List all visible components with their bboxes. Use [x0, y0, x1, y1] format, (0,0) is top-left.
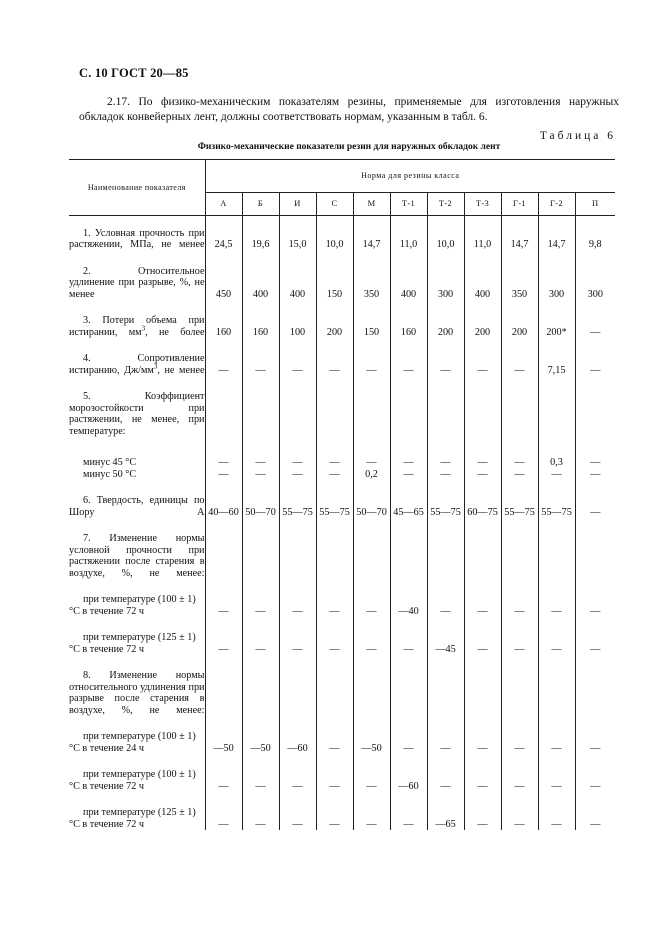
value-cell: —40	[390, 579, 427, 617]
value-cell: 55—75	[279, 480, 316, 518]
value-cell: 7,15	[538, 338, 575, 376]
value-cell: —50	[242, 716, 279, 754]
value-cell	[464, 655, 501, 716]
value-cell: —	[242, 579, 279, 617]
value-cell: —	[575, 617, 615, 655]
value-cell: —	[575, 754, 615, 792]
value-cell: 45—65	[390, 480, 427, 518]
table-row	[69, 480, 615, 518]
value-cell: —	[353, 792, 390, 830]
table-row	[69, 716, 615, 754]
row-name: при температуре (125 ± 1) °С в течение 72 ч	[69, 617, 205, 655]
row-name: 2. Относительное удлинение при разрыве, %, не менее	[69, 251, 205, 301]
value-cell: —	[575, 792, 615, 830]
value-cell: 14,7	[353, 228, 390, 251]
value-cell: —	[279, 754, 316, 792]
value-cell	[501, 655, 538, 716]
value-cell	[427, 655, 464, 716]
value-cell: —	[538, 716, 575, 754]
value-cell: 150	[353, 300, 390, 338]
spacer-row	[69, 216, 615, 228]
class-header-6: Т-1	[390, 193, 427, 216]
value-cell: 400	[279, 251, 316, 301]
row-name: при температуре (100 ± 1) °С в течение 72 ч	[69, 579, 205, 617]
value-cell: 200	[464, 300, 501, 338]
value-cell: —	[353, 754, 390, 792]
class-header-2: Б	[242, 193, 279, 216]
value-cell: —60	[390, 754, 427, 792]
class-header-1: А	[205, 193, 242, 216]
row-name: 8. Изменение нормы относительного удлинения при разрыве после старения в воздухе, %, не менее:	[69, 655, 205, 716]
value-cell: 14,7	[501, 228, 538, 251]
value-cell: —	[538, 579, 575, 617]
value-cell: 150	[316, 251, 353, 301]
value-cell: 300	[575, 251, 615, 301]
row-name: при температуре (100 ± 1) °С в течение 72 ч	[69, 754, 205, 792]
class-header-3: И	[279, 193, 316, 216]
value-cell	[390, 518, 427, 579]
value-cell	[242, 518, 279, 579]
value-cell: —	[538, 792, 575, 830]
value-cell	[242, 655, 279, 716]
value-cell: —	[279, 579, 316, 617]
value-cell: —	[390, 338, 427, 376]
value-cell: 200	[427, 300, 464, 338]
value-cell: 60—75	[464, 480, 501, 518]
value-cell: 10,0	[427, 228, 464, 251]
value-cell: —	[353, 579, 390, 617]
value-cell: — —	[242, 376, 279, 480]
value-cell: —	[575, 716, 615, 754]
value-cell: —	[390, 617, 427, 655]
value-cell: 15,0	[279, 228, 316, 251]
value-cell: —	[205, 617, 242, 655]
value-cell: — —	[427, 376, 464, 480]
value-cell: —	[242, 617, 279, 655]
table-row	[69, 792, 615, 830]
value-cell: 55—75	[538, 480, 575, 518]
value-cell	[279, 655, 316, 716]
value-cell: —65	[427, 792, 464, 830]
value-cell: 11,0	[390, 228, 427, 251]
value-cell: —	[427, 754, 464, 792]
value-cell: — —	[501, 376, 538, 480]
value-cell: — —	[279, 376, 316, 480]
value-cell: —	[427, 338, 464, 376]
norms-table	[69, 159, 615, 830]
value-cell: —50	[205, 716, 242, 754]
table-row	[69, 754, 615, 792]
value-cell: —	[464, 716, 501, 754]
row-subname: минус 45 °С	[83, 457, 137, 468]
class-header-5: М	[353, 193, 390, 216]
table-row	[69, 655, 615, 716]
value-cell: —45	[427, 617, 464, 655]
table-row	[69, 518, 615, 579]
value-cell	[464, 518, 501, 579]
row-name: 4. Сопротивление истиранию, $Дж/мм^3$, не менее	[69, 338, 205, 376]
value-cell: 200*	[538, 300, 575, 338]
value-cell: —50	[353, 716, 390, 754]
value-cell	[501, 518, 538, 579]
value-cell	[575, 655, 615, 716]
value-cell: —	[501, 754, 538, 792]
table-label: Таблица 6	[539, 130, 616, 142]
value-cell: 300	[427, 251, 464, 301]
value-cell: —	[464, 754, 501, 792]
param-column-header: Наименование показателя	[69, 160, 205, 216]
table-row	[69, 300, 615, 338]
table-caption: Физико-механические показатели резин для наружных обкладок лент	[197, 142, 501, 152]
row-name: 5. Коэффициент морозостойкости при растяжении, не менее, при температуре: минус 45 °С минус 50 °С	[69, 376, 205, 480]
value-cell: 160	[242, 300, 279, 338]
value-cell	[205, 655, 242, 716]
value-cell: 11,0	[464, 228, 501, 251]
table-body	[69, 216, 615, 831]
value-cell: 160	[205, 300, 242, 338]
value-cell: 14,7	[538, 228, 575, 251]
value-cell	[538, 518, 575, 579]
value-cell: 350	[501, 251, 538, 301]
row-name: 7. Изменение нормы условной прочности при растяжении после старения в воздухе, %, не менее:	[69, 518, 205, 579]
value-cell: —	[575, 300, 615, 338]
value-cell	[205, 518, 242, 579]
value-cell: —	[316, 716, 353, 754]
table-row	[69, 338, 615, 376]
value-cell: — —	[575, 376, 615, 480]
intro-paragraph: 2.17. По физико-механическим показателям резины, применяемые для изготовления наружных обкладок конвейерных лент, должны соответствовать нормам, указанным в табл. 6.	[79, 96, 619, 123]
value-cell: —	[205, 792, 242, 830]
value-cell: 55—75	[316, 480, 353, 518]
class-header-7: Т-2	[427, 193, 464, 216]
value-cell: —	[501, 716, 538, 754]
value-cell: —	[279, 617, 316, 655]
value-cell	[279, 518, 316, 579]
value-cell: —	[316, 792, 353, 830]
value-cell: —	[353, 338, 390, 376]
row-name: 3. Потери объема при истирании, $мм^3$, не более	[69, 300, 205, 338]
row-name: при температуре (125 ± 1) °С в течение 72 ч	[69, 792, 205, 830]
value-cell	[353, 518, 390, 579]
norm-group-header: Норма для резины класса	[205, 160, 615, 193]
value-cell: 50—70	[353, 480, 390, 518]
value-cell: —	[205, 754, 242, 792]
value-cell	[353, 655, 390, 716]
value-cell: 160	[390, 300, 427, 338]
value-cell: —	[464, 579, 501, 617]
class-header-9: Г-1	[501, 193, 538, 216]
value-cell: 0,3 —	[538, 376, 575, 480]
page-header: С. 10 ГОСТ 20—85	[79, 66, 189, 80]
value-cell: 350	[353, 251, 390, 301]
value-cell: —	[464, 617, 501, 655]
table-row	[69, 617, 615, 655]
row-subname: минус 50 °С	[83, 468, 137, 480]
value-cell: 400	[464, 251, 501, 301]
value-cell: —	[242, 338, 279, 376]
value-cell: 200	[501, 300, 538, 338]
value-cell: —	[316, 754, 353, 792]
value-cell: 300	[538, 251, 575, 301]
value-cell	[316, 518, 353, 579]
value-cell: —	[501, 338, 538, 376]
value-cell: —	[316, 579, 353, 617]
value-cell: 400	[242, 251, 279, 301]
class-header-10: Г-2	[538, 193, 575, 216]
value-cell: —	[242, 792, 279, 830]
value-cell: 55—75	[427, 480, 464, 518]
value-cell: —	[538, 617, 575, 655]
value-cell: —	[427, 579, 464, 617]
value-cell: —	[279, 792, 316, 830]
row-name: при температуре (100 ± 1) °С в течение 24 ч	[69, 716, 205, 754]
value-cell: —	[427, 716, 464, 754]
value-cell	[390, 655, 427, 716]
row-name: 6. Твердость, единицы по Шору А	[69, 480, 205, 518]
value-cell	[575, 518, 615, 579]
value-cell: 9,8	[575, 228, 615, 251]
value-cell: — —	[390, 376, 427, 480]
value-cell: —60	[279, 716, 316, 754]
value-cell: —	[205, 579, 242, 617]
value-cell: — —	[464, 376, 501, 480]
value-cell: 24,5	[205, 228, 242, 251]
value-cell: —	[501, 579, 538, 617]
value-cell: 40—60	[205, 480, 242, 518]
value-cell	[427, 518, 464, 579]
table-row	[69, 579, 615, 617]
value-cell: —	[242, 754, 279, 792]
value-cell: 100	[279, 300, 316, 338]
value-cell: —	[390, 792, 427, 830]
value-cell: —	[316, 617, 353, 655]
value-cell: —	[501, 617, 538, 655]
value-cell: —	[575, 338, 615, 376]
value-cell: —	[353, 617, 390, 655]
value-cell: —	[464, 338, 501, 376]
class-header-4: С	[316, 193, 353, 216]
table-row	[69, 228, 615, 251]
row-name: 1. Условная прочность при растяжении, МПа, не менее	[69, 227, 205, 250]
value-cell: —	[390, 716, 427, 754]
value-cell: 50—70	[242, 480, 279, 518]
value-cell: — —	[205, 376, 242, 480]
value-cell	[538, 655, 575, 716]
value-cell: —	[538, 754, 575, 792]
value-cell: 450	[205, 251, 242, 301]
class-header-11: П	[575, 193, 615, 216]
value-cell	[316, 655, 353, 716]
class-header-8: Т-3	[464, 193, 501, 216]
value-cell: 400	[390, 251, 427, 301]
value-cell: —	[205, 338, 242, 376]
value-cell: —	[575, 480, 615, 518]
value-cell: 19,6	[242, 228, 279, 251]
value-cell: 55—75	[501, 480, 538, 518]
value-cell: 10,0	[316, 228, 353, 251]
value-cell: —	[464, 792, 501, 830]
value-cell: —	[279, 338, 316, 376]
value-cell: — —	[316, 376, 353, 480]
table-row	[69, 251, 615, 301]
table-row	[69, 376, 615, 480]
value-cell: 200	[316, 300, 353, 338]
value-cell: —	[316, 338, 353, 376]
value-cell: —	[575, 579, 615, 617]
value-cell: —	[501, 792, 538, 830]
value-cell: — 0,2	[353, 376, 390, 480]
